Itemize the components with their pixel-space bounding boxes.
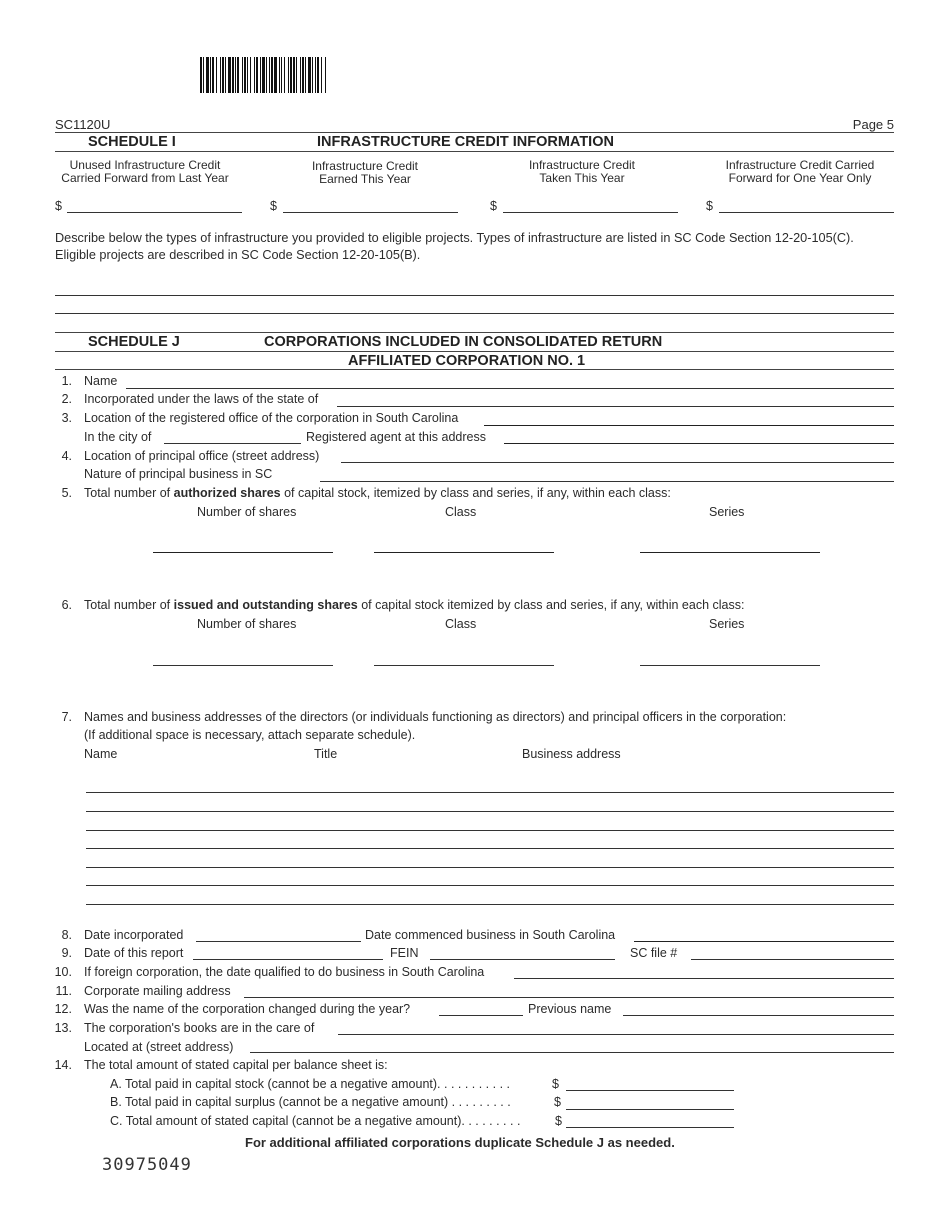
officer-entry-line[interactable] [86, 830, 894, 831]
schedule-j-title: CORPORATIONS INCLUDED IN CONSOLIDATED RETURN [264, 334, 663, 350]
unused-credit-field[interactable] [67, 212, 242, 213]
infrastructure-description-line[interactable] [55, 295, 894, 296]
attach-schedule-note: (If additional space is necessary, attach separate schedule). [84, 728, 416, 742]
officer-entry-line[interactable] [86, 811, 894, 812]
fein-field[interactable] [430, 959, 615, 960]
item-number: 1. [61, 374, 72, 388]
books-location-field[interactable] [250, 1052, 894, 1053]
barcode-bar [308, 57, 311, 93]
issued-shares-label: Total number of issued and outstanding shares of capital stock itemized by class and series, if any, within each class: [84, 598, 745, 612]
duplicate-schedule-note: For additional affiliated corporations duplicate Schedule J as needed. [245, 1135, 675, 1150]
barcode-bar [210, 57, 211, 93]
shares-class-header: Class [445, 505, 477, 519]
credit-forward-field[interactable] [719, 212, 894, 213]
barcode-bar [325, 57, 326, 93]
books-location-label: Located at (street address) [84, 1040, 234, 1054]
books-custodian-label: The corporation's books are in the care of [84, 1021, 315, 1035]
principal-office-field[interactable] [341, 462, 894, 463]
barcode-bar [288, 57, 289, 93]
sc-file-number-field[interactable] [691, 959, 894, 960]
barcode-bar [266, 57, 267, 93]
barcode-bar [279, 57, 280, 93]
affiliated-corporation-heading: AFFILIATED CORPORATION NO. 1 [348, 353, 586, 369]
barcode-bar [269, 57, 270, 93]
barcode-bar [203, 57, 204, 93]
report-date-label: Date of this report [84, 946, 184, 960]
item-number: 14. [54, 1058, 72, 1072]
issued-shares-class-field[interactable] [374, 665, 554, 666]
barcode-bar [284, 57, 285, 93]
previous-name-label: Previous name [528, 1002, 612, 1016]
item-number: 4. [61, 449, 72, 463]
barcode-bar [274, 57, 277, 93]
barcode-bar [244, 57, 246, 93]
foreign-qualification-label: If foreign corporation, the date qualified to do business in South Carolina [84, 965, 485, 979]
foreign-qualification-date-field[interactable] [514, 978, 894, 979]
currency-sign: $ [706, 199, 713, 213]
city-label: In the city of [84, 430, 152, 444]
shares-series-header: Series [709, 617, 745, 631]
currency-sign: $ [552, 1077, 559, 1091]
total-stated-capital-label: C. Total amount of stated capital (cannot be a negative amount). . . . . . . . . [110, 1114, 521, 1128]
currency-sign: $ [554, 1095, 561, 1109]
nature-of-business-label: Nature of principal business in SC [84, 467, 273, 481]
schedule-i-title: INFRASTRUCTURE CREDIT INFORMATION [317, 134, 614, 150]
barcode-bar [237, 57, 239, 93]
barcode-bar [260, 57, 261, 93]
col-credit-taken-header: Infrastructure Credit Taken This Year [528, 158, 636, 185]
barcode-bar [228, 57, 231, 93]
barcode-bar [206, 57, 209, 93]
authorized-shares-series-field[interactable] [640, 552, 820, 553]
stated-capital-label: The total amount of stated capital per balance sheet is: [84, 1058, 388, 1072]
books-custodian-field[interactable] [338, 1034, 894, 1035]
issued-shares-series-field[interactable] [640, 665, 820, 666]
currency-sign: $ [270, 199, 277, 213]
barcode-bar [222, 57, 224, 93]
fein-label: FEIN [390, 946, 419, 960]
shares-class-header: Class [445, 617, 477, 631]
barcode-bar [281, 57, 282, 93]
barcode-bar [271, 57, 273, 93]
mailing-address-field[interactable] [244, 997, 894, 998]
eligible-projects-text: Eligible projects are described in SC Code Section 12-20-105(B). [55, 248, 421, 262]
officer-entry-line[interactable] [86, 867, 894, 868]
registered-agent-label: Registered agent at this address [306, 430, 486, 444]
barcode-bar [212, 57, 214, 93]
principal-office-label: Location of principal office (street address) [84, 449, 320, 463]
shares-number-header: Number of shares [197, 505, 297, 519]
barcode-bar [321, 57, 322, 93]
barcode-bar [262, 57, 265, 93]
barcode-bar [317, 57, 319, 93]
corporation-name-field[interactable] [126, 388, 894, 389]
total-stated-capital-field[interactable] [566, 1127, 734, 1128]
barcode-bar [250, 57, 251, 93]
schedule-j-label: SCHEDULE J [88, 334, 180, 350]
barcode-bar [254, 57, 255, 93]
paid-in-capital-stock-field[interactable] [566, 1090, 734, 1091]
barcode-bar [220, 57, 221, 93]
credit-taken-field[interactable] [503, 212, 678, 213]
sc-file-number-label: SC file # [630, 946, 678, 960]
authorized-shares-label: Total number of authorized shares of capital stock, itemized by class and series, if any, within each class: [84, 486, 671, 500]
issued-shares-number-field[interactable] [153, 665, 333, 666]
item-number: 11. [55, 984, 72, 998]
item-number: 10. [54, 965, 72, 979]
registered-agent-field[interactable] [504, 443, 894, 444]
city-field[interactable] [164, 443, 301, 444]
barcode-bar [305, 57, 306, 93]
barcode-bar [242, 57, 243, 93]
item-number: 7. [61, 710, 72, 724]
date-commenced-field[interactable] [634, 941, 894, 942]
barcode-bar [216, 57, 217, 93]
item-number: 2. [61, 392, 72, 406]
currency-sign: $ [555, 1114, 562, 1128]
barcode-bar [296, 57, 297, 93]
col-credit-forward-header: Infrastructure Credit Carried Forward for One Year Only [725, 158, 875, 185]
barcode-bar [225, 57, 226, 93]
barcode-bar [256, 57, 258, 93]
directors-officers-label: Names and business addresses of the directors (or individuals functioning as directors) and principal officers in the corporation: [84, 710, 787, 724]
barcode-bar [232, 57, 234, 93]
registered-office-label: Location of the registered office of the corporation in South Carolina [84, 411, 459, 425]
shares-number-header: Number of shares [197, 617, 297, 631]
page-number: Page 5 [852, 117, 894, 132]
paid-in-capital-surplus-label: B. Total paid in capital surplus (cannot be a negative amount) . . . . . . . . . [110, 1095, 511, 1109]
barcode-bar [235, 57, 236, 93]
currency-sign: $ [55, 199, 62, 213]
name-label: Name [84, 374, 118, 388]
barcode-bar [300, 57, 301, 93]
form-barcode [200, 57, 470, 93]
date-incorporated-field[interactable] [196, 941, 361, 942]
previous-name-field[interactable] [623, 1015, 894, 1016]
credit-earned-field[interactable] [283, 212, 458, 213]
officer-name-header: Name [84, 747, 118, 761]
item-number: 9. [61, 946, 72, 960]
officer-address-header: Business address [522, 747, 621, 761]
infrastructure-description-text: Describe below the types of infrastructure you provided to eligible projects. Types of infrastructure are listed in SC Code Section 12-20-105(C). [55, 231, 854, 245]
item-number: 12. [54, 1002, 72, 1016]
report-date-field[interactable] [193, 959, 383, 960]
barcode-bar [290, 57, 292, 93]
date-commenced-label: Date commenced business in South Carolina [365, 928, 616, 942]
nature-of-business-field[interactable] [320, 481, 894, 482]
schedule-i-label: SCHEDULE I [88, 134, 176, 150]
item-number: 6. [61, 598, 72, 612]
officer-title-header: Title [314, 747, 338, 761]
authorized-shares-number-field[interactable] [153, 552, 333, 553]
name-changed-field[interactable] [439, 1015, 523, 1016]
barcode-bar [200, 57, 202, 93]
item-number: 5. [61, 486, 72, 500]
currency-sign: $ [490, 199, 497, 213]
name-changed-label: Was the name of the corporation changed during the year? [84, 1002, 411, 1016]
col-unused-credit-header: Unused Infrastructure Credit Carried Forward from Last Year [61, 158, 229, 185]
barcode-bar [302, 57, 304, 93]
paid-in-capital-surplus-field[interactable] [566, 1109, 734, 1110]
barcode-bar [247, 57, 248, 93]
officer-entry-line[interactable] [86, 904, 894, 905]
shares-series-header: Series [709, 505, 745, 519]
date-incorporated-label: Date incorporated [84, 928, 184, 942]
mailing-address-label: Corporate mailing address [84, 984, 231, 998]
officer-entry-line[interactable] [86, 885, 894, 886]
officer-entry-line[interactable] [86, 848, 894, 849]
state-of-incorporation-field[interactable] [337, 406, 894, 407]
barcode-bar [312, 57, 313, 93]
barcode-bar [315, 57, 316, 93]
state-of-incorporation-label: Incorporated under the laws of the state of [84, 392, 319, 406]
item-number: 3. [61, 411, 72, 425]
form-barcode-number: 30975049 [102, 1155, 192, 1175]
officer-entry-line[interactable] [86, 792, 894, 793]
paid-in-capital-stock-label: A. Total paid in capital stock (cannot be a negative amount). . . . . . . . . . . [110, 1077, 510, 1091]
item-number: 13. [54, 1021, 72, 1035]
item-number: 8. [61, 928, 72, 942]
barcode-bar [293, 57, 295, 93]
registered-office-field[interactable] [484, 425, 894, 426]
form-id: SC1120U [55, 117, 111, 132]
col-credit-earned-header: Infrastructure Credit Earned This Year [311, 159, 419, 186]
infrastructure-description-line[interactable] [55, 313, 894, 314]
authorized-shares-class-field[interactable] [374, 552, 554, 553]
